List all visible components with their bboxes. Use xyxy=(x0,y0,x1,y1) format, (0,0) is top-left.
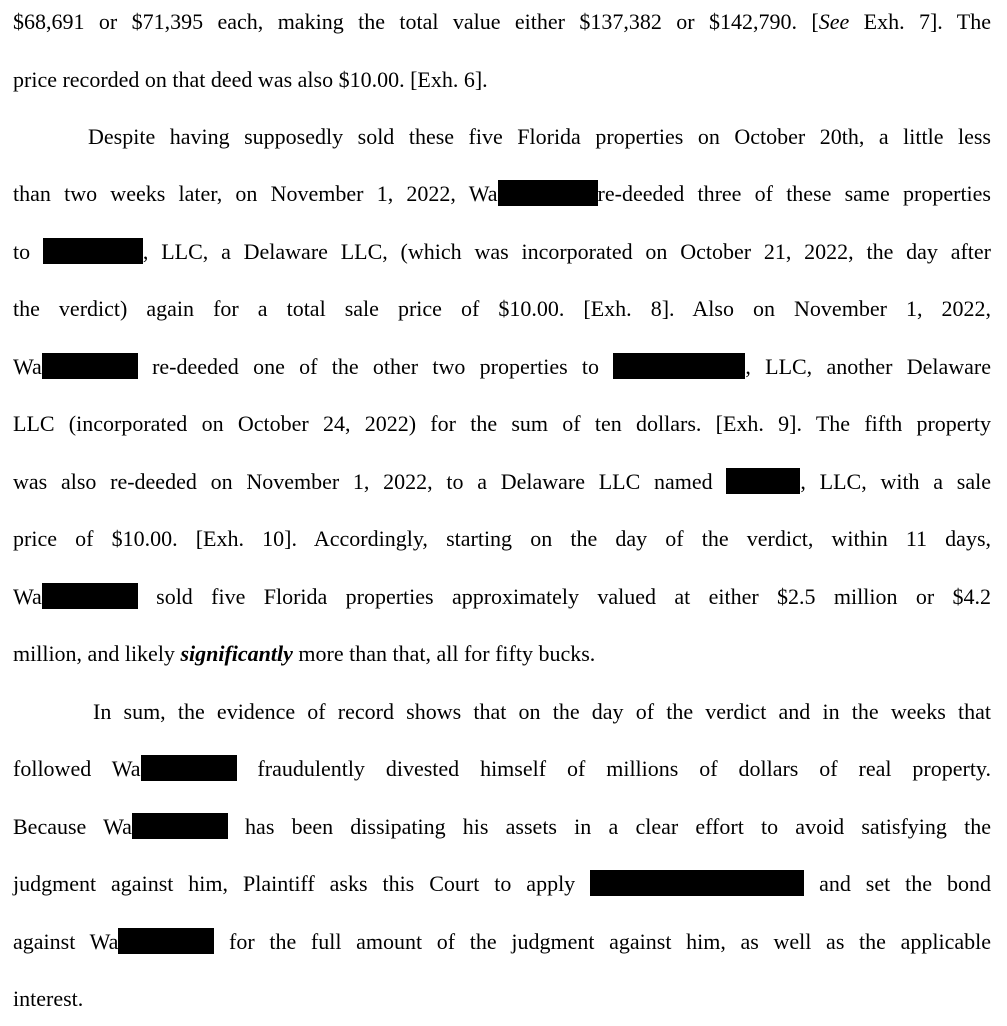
text-run: In sum, the evidence of record shows that on the day of the verdict and in the weeks that xyxy=(93,699,991,724)
text-run: followed Wa xyxy=(13,756,141,781)
text-run: $68,691 or $71,395 each, making the total value either $137,382 or $142,790. [ xyxy=(13,9,819,34)
text-run: re-deeded one of the other two properties to xyxy=(137,354,614,379)
text-run: and set the bond xyxy=(804,871,991,896)
text-line xyxy=(13,408,991,440)
text-line xyxy=(13,466,991,498)
text-run: against Wa xyxy=(13,929,119,954)
text-line xyxy=(13,983,991,1015)
bold-italic-text: significantly xyxy=(180,641,293,666)
redaction-block xyxy=(43,238,143,264)
paragraph-start-line xyxy=(13,121,991,153)
redaction-block xyxy=(726,468,800,494)
text-line xyxy=(13,638,991,670)
redaction-block xyxy=(141,755,237,781)
text-run: was also re-deeded on November 1, 2022, to a Delaware LLC named xyxy=(13,469,727,494)
text-run: Exh. 7]. The xyxy=(849,9,991,34)
text-run: Wa xyxy=(13,584,42,609)
text-run: LLC (incorporated on October 24, 2022) for the sum of ten dollars. [Exh. 9]. The fifth property xyxy=(13,411,991,436)
text-run: Wa xyxy=(13,354,42,379)
text-run: price of $10.00. [Exh. 10]. Accordingly, starting on the day of the verdict, within 11 days, xyxy=(13,526,991,551)
text-run: re-deeded three of these same properties xyxy=(597,181,991,206)
text-run: price recorded on that deed was also $10.00. [Exh. 6]. xyxy=(13,67,488,92)
text-line xyxy=(13,523,991,555)
text-line xyxy=(13,64,991,96)
paragraph-start-line xyxy=(13,696,991,728)
text-run: the verdict) again for a total sale price of $10.00. [Exh. 8]. Also on November 1, 2022, xyxy=(13,296,991,321)
text-line xyxy=(13,811,991,843)
redaction-block xyxy=(590,870,804,896)
text-line xyxy=(13,293,991,325)
redaction-block xyxy=(42,353,138,379)
text-run: than two weeks later, on November 1, 2022, Wa xyxy=(13,181,498,206)
text-run: , LLC, a Delaware LLC, (which was incorporated on October 21, 2022, the day after xyxy=(142,239,991,264)
text-line xyxy=(13,6,991,38)
redaction-block xyxy=(498,180,598,206)
text-line xyxy=(13,753,991,785)
text-line xyxy=(13,581,991,613)
text-run: fraudulently divested himself of millions of dollars of real property. xyxy=(236,756,992,781)
text-line xyxy=(13,926,991,958)
text-run: , LLC, with a sale xyxy=(800,469,992,494)
text-run: interest. xyxy=(13,986,84,1011)
text-run: Because Wa xyxy=(13,814,132,839)
text-run: judgment against him, Plaintiff asks this Court to apply xyxy=(13,871,591,896)
text-line xyxy=(13,868,991,900)
text-run: more than that, all for fifty bucks. xyxy=(292,641,596,666)
text-line xyxy=(13,236,991,268)
text-run: to xyxy=(13,239,43,264)
text-run: sold five Florida properties approximately valued at either $2.5 million or $4.2 xyxy=(137,584,991,609)
text-run: has been dissipating his assets in a clear effort to avoid satisfying the xyxy=(227,814,991,839)
text-run: million, and likely xyxy=(13,641,181,666)
text-run: , LLC, another Delaware xyxy=(745,354,991,379)
redaction-block xyxy=(613,353,745,379)
text-run: for the full amount of the judgment against him, as well as the applicable xyxy=(214,929,991,954)
redaction-block xyxy=(132,813,228,839)
redaction-block xyxy=(118,928,214,954)
italic-text: See xyxy=(818,9,850,34)
text-run: Despite having supposedly sold these five Florida properties on October 20th, a little less xyxy=(88,124,991,149)
redaction-block xyxy=(42,583,138,609)
text-line xyxy=(13,178,991,210)
text-line xyxy=(13,351,991,383)
